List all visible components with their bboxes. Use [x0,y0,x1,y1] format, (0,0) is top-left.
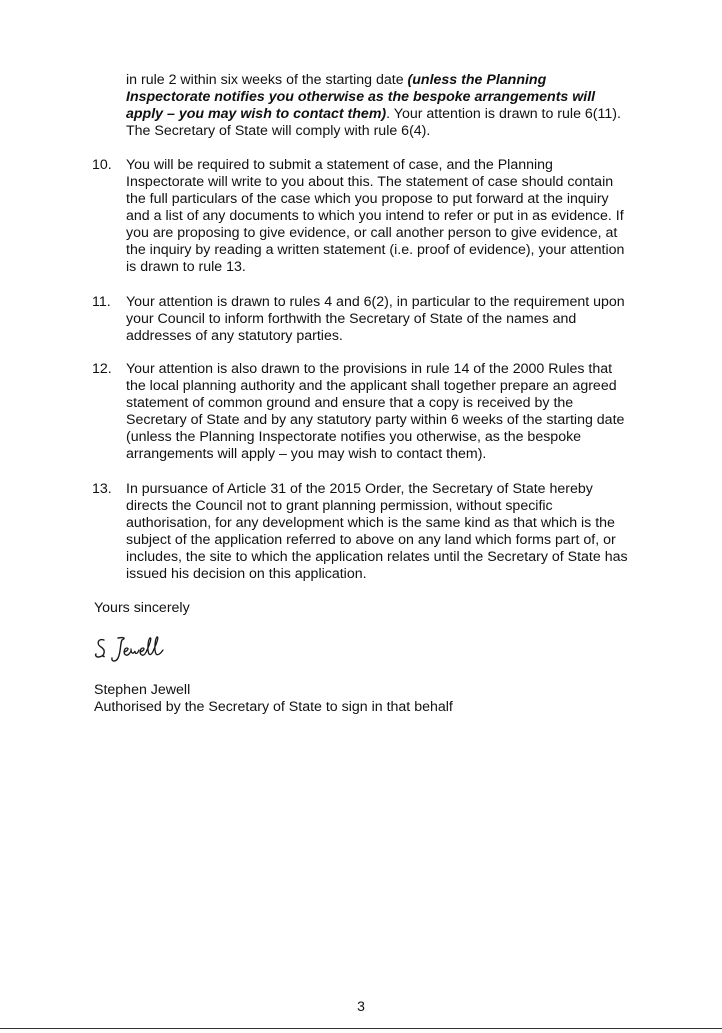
page-number: 3 [357,998,365,1014]
continuation-bold-italic: (unless the Planning Inspectorate notifies you otherwise as the bespoke arrangements will apply – you may wish to contact them) [126,72,596,122]
page-divider [0,1028,722,1029]
handwritten-signature [94,632,184,664]
continuation-text-after: . Your attention is drawn to rule 6(11). The Secretary of State will comply with rule 6(4). [126,106,621,139]
item-number: 13. [92,481,112,497]
salutation: Yours sincerely [94,600,190,616]
numbered-item-10 [92,157,628,276]
signatory-name: Stephen Jewell [94,682,191,698]
numbered-item-11 [92,294,628,345]
item-text: Your attention is drawn to rules 4 and 6(2), in particular to the requirement upon your Council to inform forthwith the Secretary of State of the names and addresses of any statutory parties. [126,294,625,344]
item-text: In pursuance of Article 31 of the 2015 Order, the Secretary of State hereby directs the Council not to grant planning permission, without specific authorisation, for any development which is the same kind as that which is the subject of the application referred to above on any land which forms part of, or includes, the site to which the application relates until the Secretary of State has issued his decision on this application. [126,481,628,582]
item-number: 10. [92,157,112,173]
continuation-text-before: in rule 2 within six weeks of the starting date [126,72,408,88]
item-number: 12. [92,361,112,377]
continuation-paragraph [126,72,626,140]
numbered-item-13 [92,481,628,583]
item-text: Your attention is also drawn to the provisions in rule 14 of the 2000 Rules that the local planning authority and the applicant shall together prepare an agreed statement of common ground and ensure that a copy is received by the Secretary of State and by any statutory party within 6 weeks of the starting date (unless the Planning Inspectorate notifies you otherwise, as the bespoke arrangements will apply – you may wish to contact them). [126,361,625,462]
item-number: 11. [92,294,111,310]
numbered-item-12 [92,361,628,463]
item-text: You will be required to submit a statement of case, and the Planning Inspectorate will write to you about this. The statement of case should contain the full particulars of the case which you propose to put forward at the inquiry and a list of any documents to which you intend to refer or put in as evidence. If you are proposing to give evidence, or call another person to give evidence, at the inquiry by reading a written statement (i.e. proof of evidence), your attention is drawn to rule 13. [126,157,625,275]
signatory-role: Authorised by the Secretary of State to sign in that behalf [94,699,453,715]
